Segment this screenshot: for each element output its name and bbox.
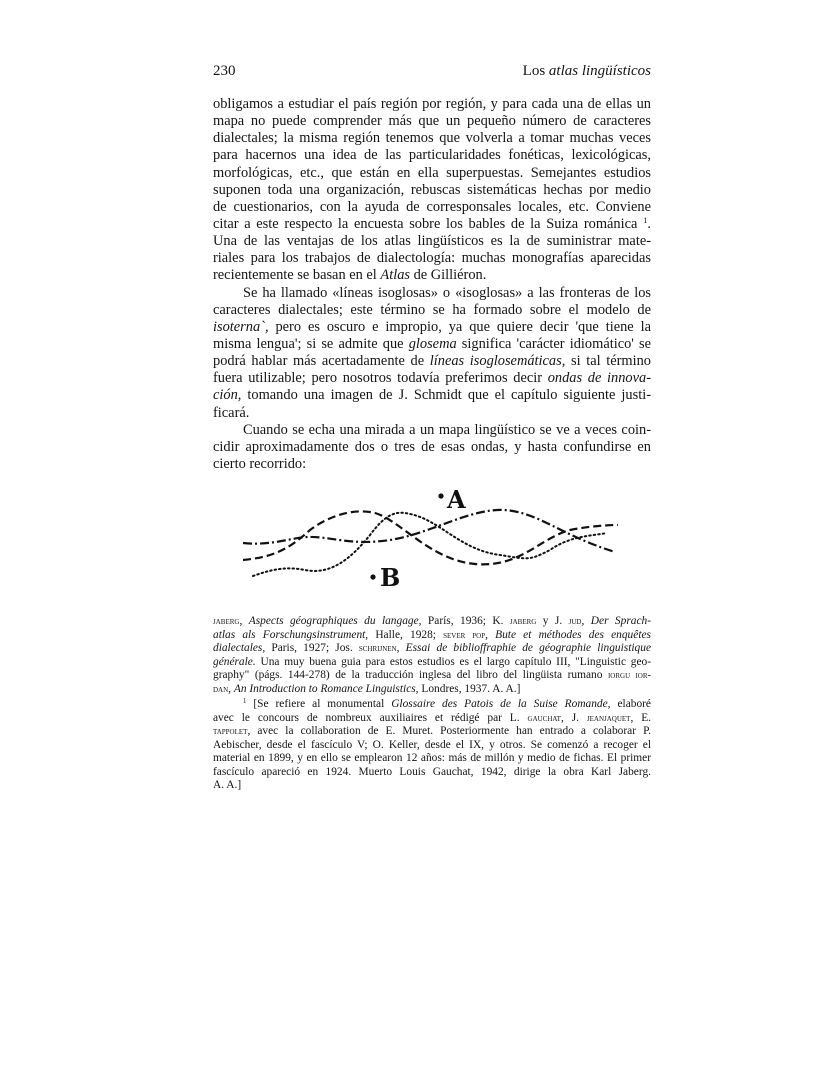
paragraph bbox=[213, 422, 651, 473]
text-segment: sever pop bbox=[443, 629, 486, 641]
text-line bbox=[213, 336, 651, 353]
italic-text: isoterna`, bbox=[213, 318, 269, 335]
text-line bbox=[213, 739, 651, 753]
text-line bbox=[213, 629, 651, 643]
paragraph bbox=[213, 96, 651, 285]
text-segment: [Se refiere al monumental bbox=[246, 698, 392, 710]
italic-text: Glossaire des Patois de la Suise Romande, bbox=[391, 698, 611, 710]
footnote-marker: 1 bbox=[643, 214, 648, 225]
text-segment: graphy" (págs. 144-278) de la traducción inglesa del libro del lingüista rumano bbox=[213, 669, 608, 681]
text-segment: suponen toda una organización, rebuscas sistemáticas hechas por medio bbox=[213, 181, 651, 198]
text-segment: si tal término bbox=[565, 353, 651, 370]
text-segment: misma lengua'; si se admite que bbox=[213, 335, 409, 352]
point-a-dot bbox=[438, 493, 443, 498]
point-b-dot bbox=[370, 574, 375, 579]
text-line bbox=[213, 147, 651, 164]
text-segment: recientemente se basan en el bbox=[213, 267, 381, 284]
text-segment: . bbox=[647, 215, 651, 232]
text-line bbox=[213, 387, 651, 404]
text-line bbox=[213, 319, 651, 336]
text-line bbox=[213, 779, 651, 793]
text-segment: jaberg bbox=[213, 616, 240, 627]
text-line bbox=[213, 182, 651, 199]
text-segment: dialectales; la misma región tenemos que volverla a tomar muchas veces bbox=[213, 130, 651, 147]
italic-text: dialectales, bbox=[213, 642, 266, 654]
text-segment: París, 1936; K. bbox=[421, 615, 510, 627]
text-segment: , J. bbox=[560, 711, 587, 724]
footnote bbox=[213, 615, 651, 696]
text-line bbox=[213, 199, 651, 216]
text-line bbox=[213, 353, 651, 370]
text-segment: riales para los trabajos de dialectología: muchas monografías aparecidas bbox=[213, 250, 651, 267]
text-segment: significa 'carácter idiomático' se bbox=[456, 335, 652, 352]
text-line bbox=[213, 456, 651, 473]
text-segment: Cuando se echa una mirada a un mapa lingüístico se ve a veces coin- bbox=[243, 421, 651, 438]
text-segment: y J. bbox=[536, 615, 569, 627]
text-segment: , avec la collaboration de E. Muret. Posteriormente han entrado a colaborar P. bbox=[247, 725, 651, 737]
isogloss-line-dashed bbox=[243, 511, 618, 564]
text-segment: gauchat bbox=[527, 712, 561, 724]
text-segment: Una de las ventajas de los atlas lingüísticos es la de suministrar mate- bbox=[213, 233, 651, 250]
text-segment: Londres, 1937. A. A.] bbox=[418, 682, 521, 695]
footnote bbox=[213, 698, 651, 793]
isogloss-figure bbox=[230, 480, 630, 595]
text-line bbox=[213, 216, 651, 233]
text-line bbox=[213, 285, 651, 302]
text-segment: Una muy buena guia para estos estudios es el largo capítulo III, "Linguistic geo- bbox=[255, 655, 651, 668]
text-line bbox=[213, 165, 651, 182]
text-line bbox=[213, 422, 651, 439]
text-line bbox=[213, 712, 651, 726]
text-line bbox=[213, 766, 651, 780]
text-segment: , bbox=[228, 682, 234, 695]
body-text bbox=[213, 96, 651, 473]
text-segment: de Gilliéron. bbox=[410, 267, 487, 284]
italic-text: générale. bbox=[213, 655, 256, 668]
text-segment: jud bbox=[568, 616, 582, 627]
text-line bbox=[213, 302, 651, 319]
text-line bbox=[213, 96, 651, 113]
text-segment: obligamos a estudiar el país región por región, y para cada una de ellas un bbox=[213, 96, 651, 112]
text-segment: de cuestionarios, con la ayuda de corresponsales locales, etc. Conviene bbox=[213, 198, 651, 215]
italic-text: glosema bbox=[408, 335, 457, 352]
text-segment: Aebischer, desde el fascículo V; O. Keller, desde el IX, y otros. Se comenzó a recoger el bbox=[213, 738, 651, 751]
italic-text: Essai de biblioffraphie de géographie linguistique bbox=[405, 642, 651, 654]
text-line bbox=[213, 267, 651, 284]
italic-text: Der Sprach- bbox=[590, 615, 651, 627]
text-line bbox=[213, 683, 651, 697]
text-segment: citar a este respecto la encuesta sobre los bables de la Suiza románica bbox=[213, 215, 644, 232]
text-segment: ficará. bbox=[213, 404, 250, 421]
text-line bbox=[213, 752, 651, 766]
text-line bbox=[213, 615, 651, 629]
isogloss-diagram bbox=[230, 480, 630, 595]
italic-text: Bute et méthodes des enquêtes bbox=[495, 628, 651, 641]
text-segment: Se ha llamado «líneas isoglosas» o «isoglosas» a las fronteras de los bbox=[243, 284, 651, 301]
text-line bbox=[213, 130, 651, 147]
text-segment: schrijnen bbox=[358, 643, 397, 654]
italic-text: líneas isoglosemáticas, bbox=[429, 353, 566, 370]
text-segment: caracteres dialectales; este término se ha formado sobre el modelo de bbox=[213, 301, 651, 318]
text-segment: mapa no puede comprender más que un pequeño número de caracteres bbox=[213, 113, 651, 130]
text-line bbox=[213, 233, 651, 250]
text-line bbox=[213, 439, 651, 456]
text-segment: para hacernos una idea de las particularidades fonéticas, lexicológicas, bbox=[213, 147, 651, 164]
footnotes bbox=[213, 615, 651, 793]
point-b-label: B bbox=[380, 563, 401, 592]
running-title bbox=[523, 62, 651, 80]
text-segment: , bbox=[239, 615, 249, 627]
text-segment: podrá hablar más acertadamente de bbox=[213, 353, 430, 370]
text-line bbox=[213, 370, 651, 387]
paragraph bbox=[213, 285, 651, 422]
text-line bbox=[213, 642, 651, 656]
italic-text: An Introduction to Romance Linguistics, bbox=[233, 682, 419, 695]
text-line bbox=[213, 669, 651, 683]
page-number: 230 bbox=[213, 63, 236, 79]
text-line bbox=[213, 405, 651, 422]
text-segment: cierto recorrido: bbox=[213, 455, 307, 472]
text-segment: dan bbox=[213, 683, 229, 695]
text-segment: tomando una imagen de J. Schmidt que el capítulo siguiente justi- bbox=[241, 387, 651, 404]
text-segment: jeanjaquet bbox=[586, 712, 631, 724]
text-segment: iorgu ior- bbox=[607, 670, 651, 681]
italic-text: Aspects géographiques du langage, bbox=[248, 615, 422, 627]
text-segment: tappolet bbox=[213, 726, 248, 737]
text-segment: Halle, 1928; bbox=[368, 628, 444, 641]
italic-text: Atlas bbox=[380, 267, 410, 284]
text-segment: , bbox=[396, 642, 406, 654]
text-segment: elaboré bbox=[610, 698, 651, 710]
italic-text: ción, bbox=[213, 387, 242, 404]
point-a-label: A bbox=[447, 485, 466, 514]
italic-text: atlas als Forschungsinstrument, bbox=[213, 628, 369, 641]
running-title-prefix: Los bbox=[522, 63, 549, 79]
text-segment: , E. bbox=[630, 711, 651, 724]
text-segment: jaberg bbox=[509, 616, 537, 627]
text-segment: Paris, 1927; Jos. bbox=[265, 642, 359, 654]
text-line bbox=[213, 698, 651, 712]
text-segment: morfológicas, etc., que están en ella superpuestas. Semejantes estudios bbox=[213, 164, 651, 181]
text-line bbox=[213, 725, 651, 739]
text-segment: A. A.] bbox=[213, 779, 242, 791]
text-line bbox=[213, 113, 651, 130]
footnote-marker: 1 bbox=[243, 697, 247, 705]
running-title-italic: atlas lingüísticos bbox=[548, 63, 651, 79]
isogloss-line-dotted bbox=[253, 513, 607, 576]
text-segment: , bbox=[485, 628, 496, 641]
text-line bbox=[213, 250, 651, 267]
text-segment: fascículo apareció en 1924. Muerto Louis Gauchat, 1942, dirige la obra Karl Jaberg. bbox=[213, 765, 651, 778]
isogloss-line-dash-dot bbox=[243, 510, 615, 552]
text-line bbox=[213, 656, 651, 670]
text-segment: pero es oscuro e impropio, ya que quiere decir 'que tiene la bbox=[268, 318, 651, 335]
text-segment: fuera utilizable; pero nosotros todavía preferimos decir bbox=[213, 370, 548, 387]
text-segment: cidir aproximadamente dos o tres de esas ondas, y hasta confundirse en bbox=[213, 438, 651, 455]
text-segment: avec le concours de nombreux auxiliaires et rédigé par L. bbox=[213, 711, 528, 724]
italic-text: ondas de innova- bbox=[547, 370, 651, 387]
text-segment: material en 1899, y en ello se emplearon 12 años: más de millón y medio de fichas. El primer bbox=[213, 752, 651, 764]
text-segment: , bbox=[581, 615, 591, 627]
